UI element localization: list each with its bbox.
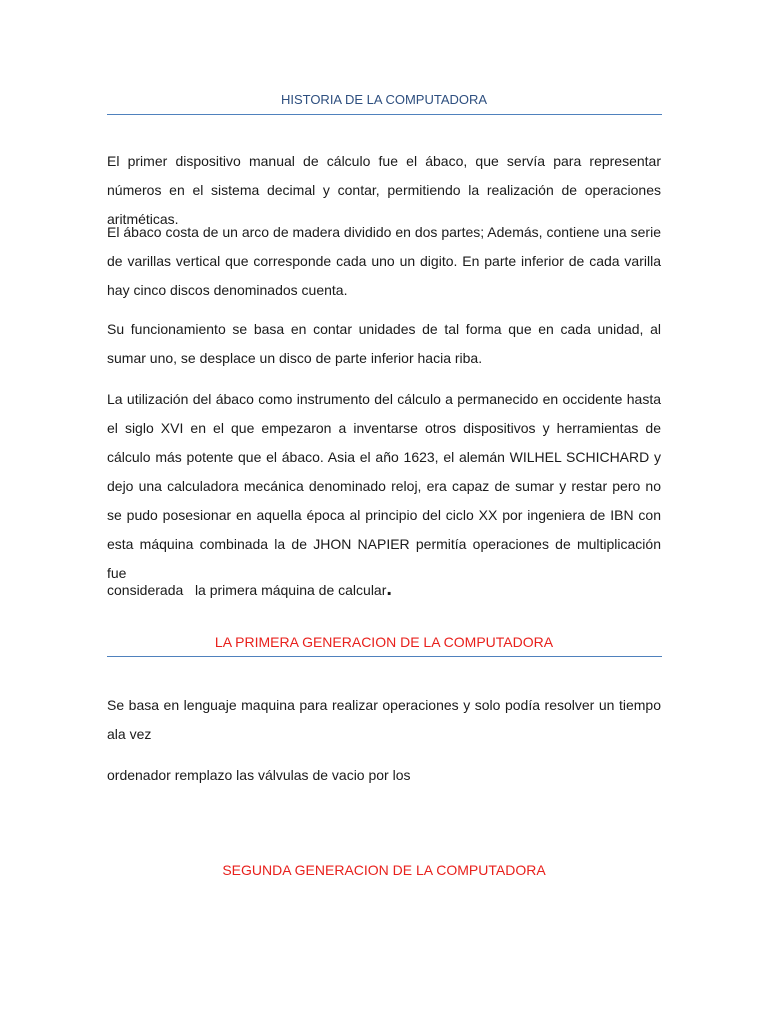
page-title: HISTORIA DE LA COMPUTADORA [280, 92, 488, 107]
section-heading-second-generation: SEGUNDA GENERACION DE LA COMPUTADORA [222, 862, 546, 878]
paragraph-closing [107, 576, 661, 605]
paragraph-abaco-function: Su funcionamiento se basa en contar unidades de tal forma que en cada unidad, al sumar uno, se desplace un disco de parte inferior hacia riba. [107, 321, 661, 366]
paragraph-first-generation: Se basa en lenguaje maquina para realizar operaciones y solo podía resolver un tiempo ala vez [107, 697, 661, 742]
closing-text: considerada la primera máquina de calcular [107, 582, 387, 598]
paragraph-first-generation-line: ordenador remplazo las válvulas de vacio por los [107, 767, 411, 783]
paragraph-abaco-structure: El ábaco costa de un arco de madera dividido en dos partes; Además, contiene una serie de varillas vertical que corresponde cada uno un digito. En parte inferior de cada varilla hay cinco discos denominados cuenta. [107, 224, 661, 298]
section-heading-first-generation: LA PRIMERA GENERACION DE LA COMPUTADORA [214, 634, 554, 650]
paragraph-abaco-intro: El primer dispositivo manual de cálculo fue el ábaco, que servía para representar números en el sistema decimal y contar, permitiendo la realización de operaciones aritméticas. [107, 153, 661, 227]
closing-period: . [386, 578, 392, 600]
title-underline [107, 114, 662, 115]
section-underline [107, 656, 662, 657]
paragraph-abaco-history: La utilización del ábaco como instrumento del cálculo a permanecido en occidente hasta el siglo XVI en el que empezaron a inventarse otros dispositivos y herramientas de cálculo más potente que el ábaco. Asia el año 1623, el alemán WILHEL SCHICHARD y dejo una calculadora mecánica denominado reloj, era capaz de sumar y restar pero no se pudo posesionar en aquella época al principio del ciclo XX por ingeniera de IBN con esta máquina combinada la de JHON NAPIER permitía operaciones de multiplicación fue [107, 391, 661, 581]
